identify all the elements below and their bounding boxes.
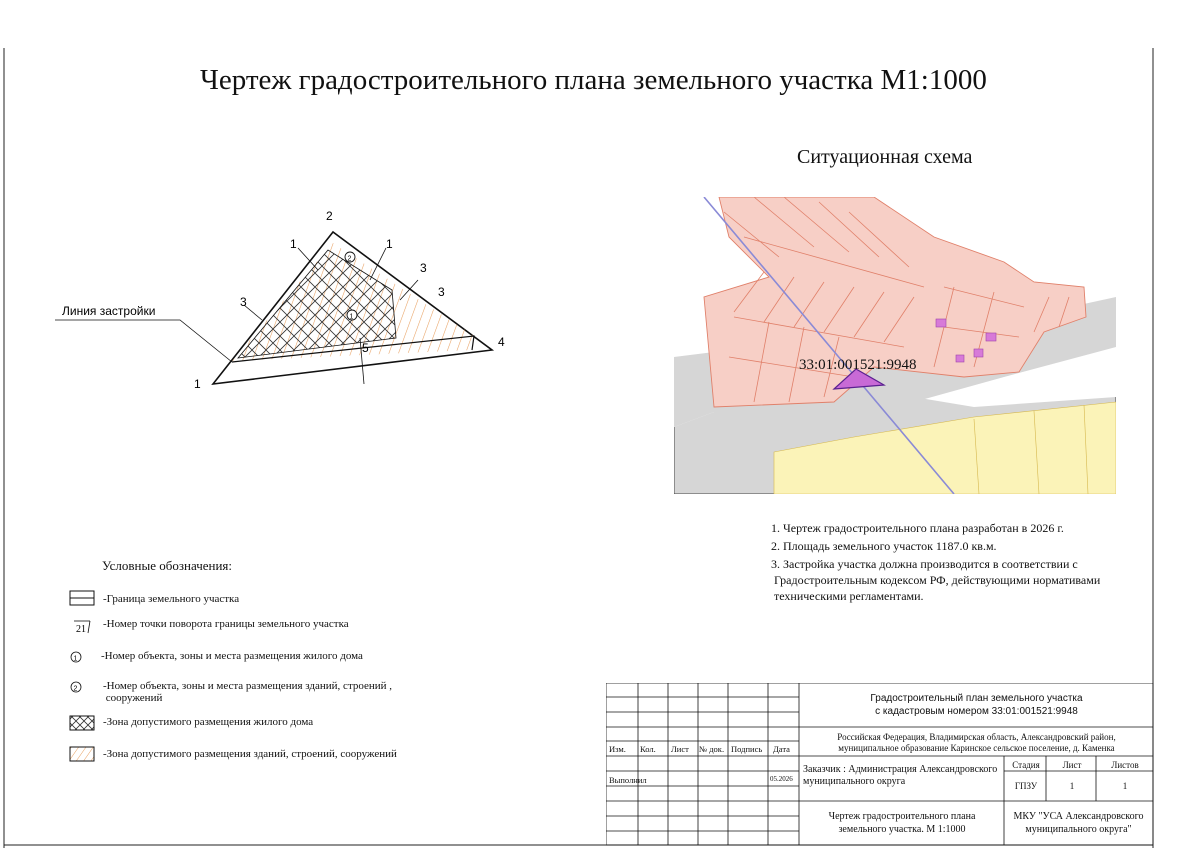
dim-label: 3 (240, 295, 247, 309)
stamp-sheet: 1 (1069, 781, 1075, 791)
legend-symbols (60, 585, 110, 770)
dim-label: 1 (290, 237, 297, 251)
legend-item: -Номер объекта, зоны и места размещения зданий, строений , (103, 680, 393, 692)
note-line: 1. Чертеж градостроительного плана разработан в 2026 г. (771, 521, 1064, 535)
point-2: 2 (326, 209, 333, 223)
point-4: 4 (498, 335, 505, 349)
legend-item: -Номер точки поворота границы земельного участка (103, 618, 349, 630)
notes-block (771, 520, 1100, 604)
svg-text:1: 1 (73, 655, 78, 663)
dim-label: 1 (386, 237, 393, 251)
note-line: 2. Площадь земельного участок 1187.0 кв.м. (771, 539, 997, 553)
stamp-customer: Заказчик : Администрация Александровского муниципального округа (803, 764, 998, 787)
stamp-location: Российская Федерация, Владимирская область, Александровский район, муниципальное образование Каринское сельское поселение, д. Каменка (837, 732, 1116, 753)
stamp-header: Изм. (609, 744, 626, 754)
legend-point-symbol: 21 (76, 624, 86, 635)
parcel-drawing (0, 0, 600, 420)
stamp-drawing-name: Чертеж градостроительного плана земельного участка. М 1:1000 (828, 811, 976, 835)
stamp-header: Кол. (640, 744, 656, 754)
legend-item: -Граница земельного участка (103, 593, 240, 605)
page-title: Чертеж градостроительного плана земельного участка М1:1000 (200, 64, 987, 96)
stamp-plan-title: Градостроительный план земельного участка с кадастровым номером 33:01:001521:9948 (870, 693, 1083, 717)
stamp-sheet-label: Лист (1062, 760, 1082, 770)
svg-text:2: 2 (73, 685, 78, 693)
stamp-sheets: 1 (1122, 781, 1128, 791)
legend-buildings-zone (70, 747, 94, 761)
point-1: 1 (194, 377, 201, 391)
stamp-header: № док. (699, 744, 725, 754)
object-1-label: 1 (349, 313, 354, 321)
legend-house-zone (70, 716, 94, 730)
stamp-sheets-label: Листов (1111, 760, 1139, 770)
stamp-stage: ГПЗУ (1014, 781, 1038, 791)
legend-item: -Номер объекта, зоны и места размещения жилого дома (101, 650, 363, 662)
dim-label: 5 (362, 341, 369, 355)
situation-map (674, 197, 1116, 494)
note-line: 3. Застройка участка должна производится в соответствии с (771, 557, 1078, 571)
stamp-header: Дата (773, 744, 790, 754)
cadastral-label: 33:01:001521:9948 (799, 357, 917, 373)
legend-item: -Зона допустимого размещения жилого дома (103, 716, 314, 728)
object-2-label: 2 (347, 255, 352, 263)
dim-label: 3 (438, 285, 445, 299)
stamp-stage-label: Стадия (1012, 760, 1040, 770)
legend-item: сооружений (103, 692, 163, 704)
situation-title: Ситуационная схема (797, 146, 973, 168)
note-line: техническими регламентами. (771, 589, 924, 603)
stamp-performer: Выполнил (609, 775, 647, 785)
build-line-leader (55, 320, 232, 362)
stamp-header: Подпись (731, 744, 763, 754)
note-line: Градостроительным кодексом РФ, действующими нормативами (771, 573, 1101, 587)
dim-label: 3 (420, 261, 427, 275)
legend-item: -Зона допустимого размещения зданий, строений, сооружений (103, 748, 397, 760)
build-line-label: Линия застройки (62, 304, 156, 318)
stamp-org: МКУ "УСА Александровского муниципального округа" (1013, 811, 1144, 835)
stamp-header: Лист (671, 744, 689, 754)
stamp-date: 05.2026 (770, 775, 793, 783)
legend-title: Условные обозначения: (102, 558, 233, 573)
